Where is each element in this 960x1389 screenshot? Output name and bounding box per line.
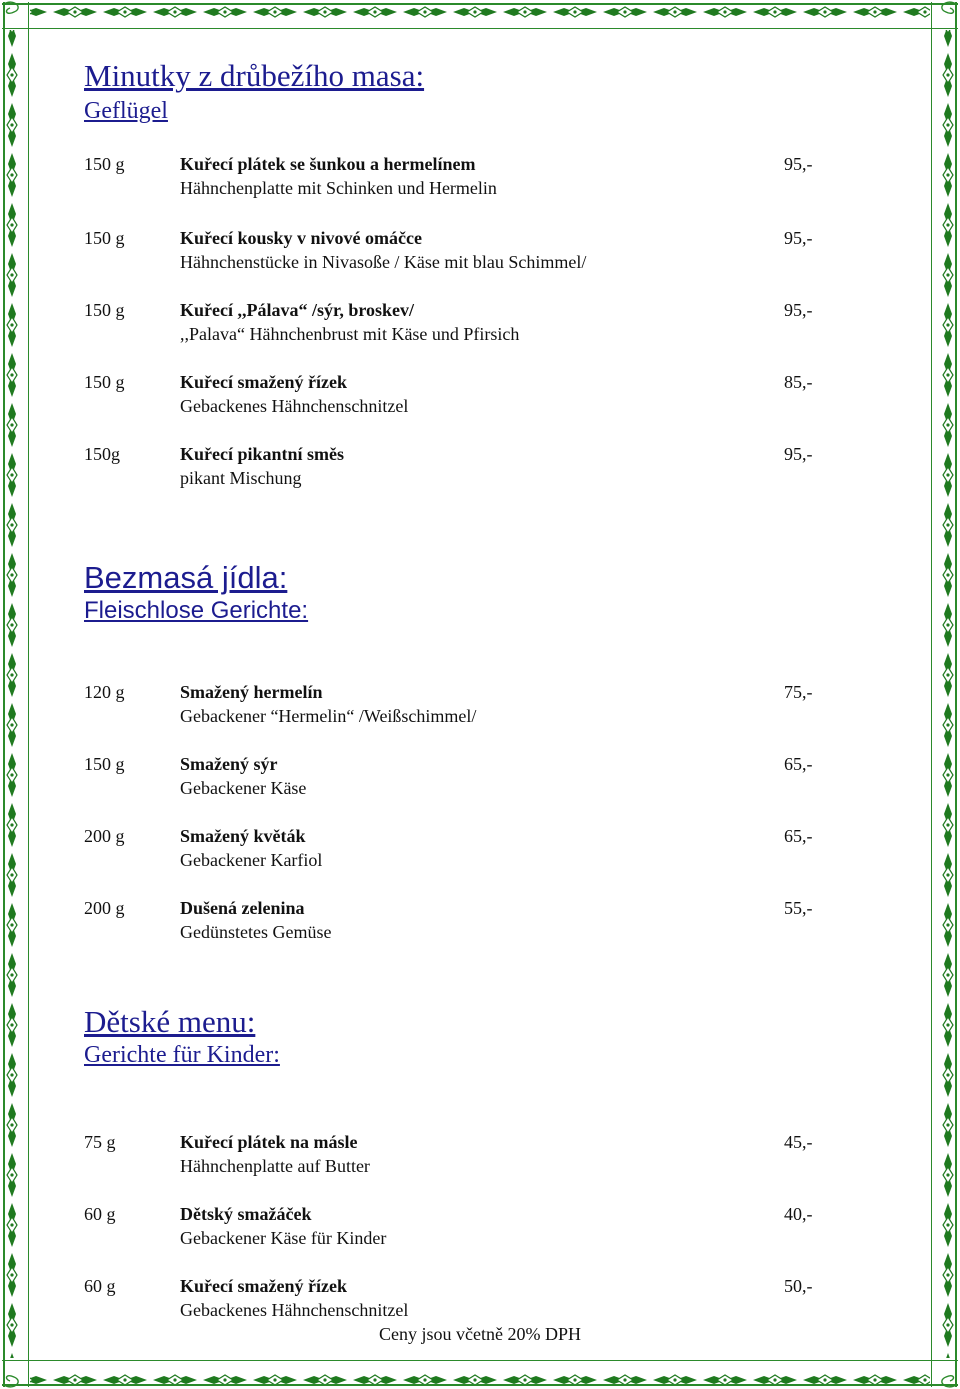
item-name-de: Gebackener Käse bbox=[180, 778, 307, 798]
section-subtitle-meatless: Fleischlose Gerichte: bbox=[84, 597, 309, 624]
item-weight: 150 g bbox=[84, 372, 125, 392]
item-name-de: Gebackener Karfiol bbox=[180, 850, 323, 870]
menu-item bbox=[0, 752, 960, 800]
menu-item bbox=[0, 298, 960, 346]
item-weight: 150 g bbox=[84, 300, 125, 320]
item-weight: 75 g bbox=[84, 1132, 116, 1152]
item-name-de: Gebackener Käse für Kinder bbox=[180, 1228, 387, 1248]
item-price: 65,- bbox=[784, 826, 813, 846]
item-name-de: Hähnchenplatte mit Schinken und Hermelin bbox=[180, 178, 497, 198]
menu-item bbox=[0, 152, 960, 200]
menu-item bbox=[0, 370, 960, 418]
item-name-cz: Smažený hermelín bbox=[180, 682, 323, 702]
item-price: 40,- bbox=[784, 1204, 813, 1224]
item-weight: 150 g bbox=[84, 228, 125, 248]
item-price: 45,- bbox=[784, 1132, 813, 1152]
item-weight: 200 g bbox=[84, 826, 125, 846]
menu-item bbox=[0, 896, 960, 944]
menu-item bbox=[0, 1202, 960, 1250]
price-note: Ceny jsou včetně 20% DPH bbox=[379, 1324, 581, 1344]
item-price: 85,- bbox=[784, 372, 813, 392]
item-weight: 60 g bbox=[84, 1204, 116, 1224]
item-price: 75,- bbox=[784, 682, 813, 702]
item-price: 55,- bbox=[784, 898, 813, 918]
item-weight: 150 g bbox=[84, 154, 125, 174]
section-title-kids: Dětské menu: bbox=[84, 1004, 256, 1039]
item-name-de: Gebackenes Hähnchenschnitzel bbox=[180, 1300, 409, 1320]
item-name-cz: Kuřecí smažený řízek bbox=[180, 372, 347, 392]
item-weight: 120 g bbox=[84, 682, 125, 702]
item-price: 95,- bbox=[784, 154, 813, 174]
menu-item bbox=[0, 1130, 960, 1178]
item-name-de: Hähnchenstücke in Nivasoße / Käse mit blau Schimmel/ bbox=[180, 252, 587, 272]
item-name-cz: Smažený sýr bbox=[180, 754, 278, 774]
item-name-de: Gebackener “Hermelin“ /Weißschimmel/ bbox=[180, 706, 477, 726]
item-name-cz: Kuřecí pikantní směs bbox=[180, 444, 345, 464]
section-title-poultry: Minutky z drůbežího masa: bbox=[84, 58, 425, 93]
section-title-meatless: Bezmasá jídla: bbox=[84, 560, 288, 595]
menu-item bbox=[0, 680, 960, 728]
item-weight: 150g bbox=[84, 444, 120, 464]
item-name-de: Gedünstetes Gemüse bbox=[180, 922, 332, 942]
item-weight: 200 g bbox=[84, 898, 125, 918]
menu-item bbox=[0, 824, 960, 872]
menu-item bbox=[0, 1274, 960, 1322]
item-name-cz: Dětský smažáček bbox=[180, 1204, 312, 1224]
section-subtitle-poultry: Geflügel bbox=[84, 98, 168, 124]
item-name-cz: Kuřecí ,,Pálava“ /sýr, broskev/ bbox=[180, 300, 414, 320]
item-name-cz: Dušená zelenina bbox=[180, 898, 305, 918]
section-subtitle-kids: Gerichte für Kinder: bbox=[84, 1042, 280, 1068]
menu-item bbox=[0, 226, 960, 274]
item-name-de: Gebackenes Hähnchenschnitzel bbox=[180, 396, 409, 416]
item-name-cz: Kuřecí plátek se šunkou a hermelínem bbox=[180, 154, 476, 174]
item-price: 50,- bbox=[784, 1276, 813, 1296]
item-price: 95,- bbox=[784, 228, 813, 248]
item-name-de: pikant Mischung bbox=[180, 468, 302, 488]
item-name-cz: Kuřecí plátek na másle bbox=[180, 1132, 358, 1152]
item-price: 65,- bbox=[784, 754, 813, 774]
item-name-cz: Kuřecí smažený řízek bbox=[180, 1276, 347, 1296]
item-name-cz: Kuřecí kousky v nivové omáčce bbox=[180, 228, 422, 248]
item-name-de: Hähnchenplatte auf Butter bbox=[180, 1156, 370, 1176]
item-name-de: ,,Palava“ Hähnchenbrust mit Käse und Pfirsich bbox=[180, 324, 520, 344]
item-price: 95,- bbox=[784, 444, 813, 464]
item-weight: 60 g bbox=[84, 1276, 116, 1296]
menu-item bbox=[0, 442, 960, 490]
item-weight: 150 g bbox=[84, 754, 125, 774]
item-name-cz: Smažený květák bbox=[180, 826, 306, 846]
item-price: 95,- bbox=[784, 300, 813, 320]
